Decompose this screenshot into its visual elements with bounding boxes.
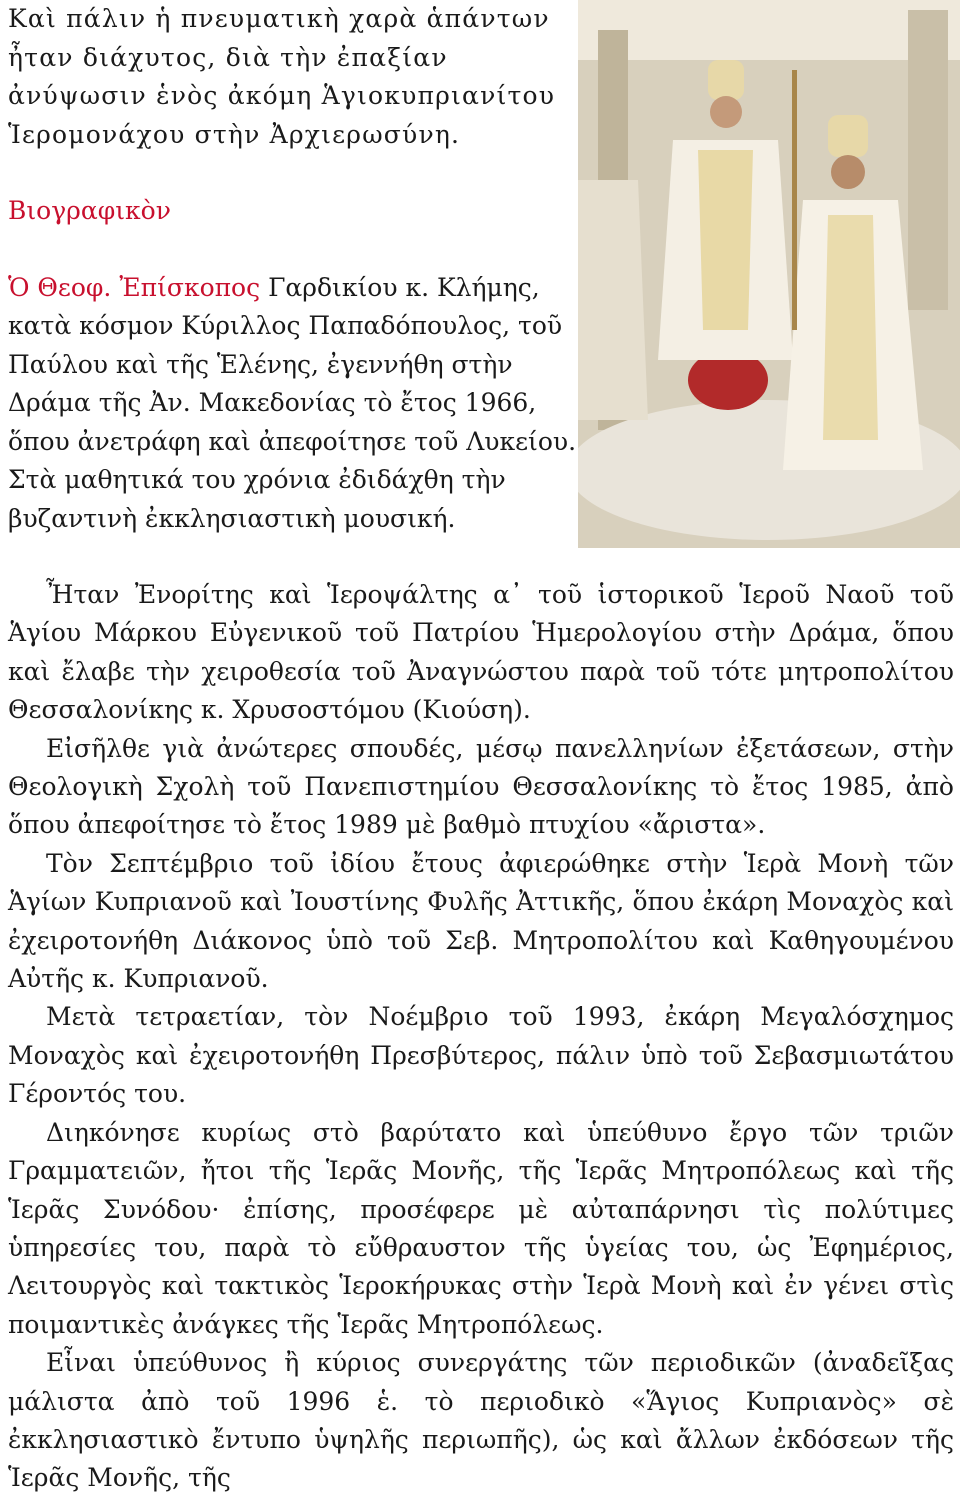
intro-column [8,0,578,538]
bio-lead-highlight: Ὁ Θεοφ. Ἐπίσκοπος [8,272,261,302]
section-heading: Βιογραφικὸν [8,196,171,225]
bio-lead-paragraph [8,269,578,539]
bio-lead-text: Γαρδικίου κ. Κλήμης, κατὰ κόσμον Κύριλλος Παπαδόπουλος, τοῦ Παύλου καὶ τῆς Ἑλένης, ἐγεννήθη στὴν Δράμα τῆς Ἀν. Μακεδονίας τὸ ἔτος 1966, ὅπου ἀνετράφη καὶ ἀπεφοίτησε τοῦ Λυκείου. Στὰ μαθητικά του χρόνια ἐδιδάχθη τὴν βυζαντινὴ ἐκκλησιαστικὴ μουσική. [8,272,577,533]
paragraph-6: Εἶναι ὑπεύθυνος ἢ κύριος συνεργάτης τῶν περιοδικῶν (ἀναδεῖξας μάλιστα ἀπὸ τοῦ 1996 ἑ. τὸ περιοδικὸ «Ἅγιος Κυπριανὸς» σὲ ἐκκλησιαστικὸ ἔντυπο ὑψηλῆς περιωπῆς), ὡς καὶ ἄλλων ἐκδόσεων τῆς Ἱερᾶς Μονῆς, τῆς [8,1348,954,1493]
body-text [8,576,954,1498]
paragraph-3: Τὸν Σεπτέμβριο τοῦ ἰδίου ἔτους ἀφιερώθηκε στὴν Ἱερὰ Μονὴ τῶν Ἁγίων Κυπριανοῦ καὶ Ἰουστίνης Φυλῆς Ἀττικῆς, ὅπου ἐκάρη Μοναχὸς καὶ ἐχειροτονήθη Διάκονος ὑπὸ τοῦ Σεβ. Μητροπολίτου καὶ Καθηγουμένου Αὐτῆς κ. Κυπριανοῦ. [8,848,954,994]
ordination-photo [578,0,960,548]
paragraph-4: Μετὰ τετραετίαν, τὸν Νοέμβριο τοῦ 1993, ἐκάρη Μεγαλόσχημος Μοναχὸς καὶ ἐχειροτονήθη Πρεσβύτερος, πάλιν ὑπὸ τοῦ Σεβασμιωτάτου Γέροντός του. [8,1002,954,1109]
intro-paragraph: Καὶ πάλιν ἡ πνευματικὴ χαρὰ ἁπάντων ἦταν διάχυτος, διὰ τὴν ἐπαξίαν ἀνύψωσιν ἑνὸς ἀκόμη Ἁγιοκυπριανίτου Ἱερομονάχου στὴν Ἀρχιερωσύνη. [8,4,556,149]
paragraph-2: Εἰσῆλθε γιὰ ἀνώτερες σπουδές, μέσῳ πανελληνίων ἐξετάσεων, στὴν Θεολογικὴ Σχολὴ τοῦ Πανεπιστημίου Θεσσαλονίκης τὸ ἔτος 1985, ἀπὸ ὅπου ἀπεφοίτησε τὸ ἔτος 1989 μὲ βαθμὸ πτυχίου «ἄριστα». [8,733,954,840]
paragraph-5: Διηκόνησε κυρίως στὸ βαρύτατο καὶ ὑπεύθυνο ἔργο τῶν τριῶν Γραμματειῶν, ἤτοι τῆς Ἱερᾶς Μονῆς, τῆς Ἱερᾶς Μητροπόλεως καὶ τῆς Ἱερᾶς Συνόδου· ἐπίσης, προσέφερε μὲ αὐταπάρνησι τὶς πολύτιμες ὑπηρεσίες του, παρὰ τὸ εὔθραυστον τῆς ὑγείας του, ὡς Ἐφημέριος, Λειτουργὸς καὶ τακτικὸς Ἱεροκήρυκας στὴν Ἱερὰ Μονὴ καὶ ἐν γένει στὶς ποιμαντικὲς ἀνάγκες τῆς Ἱερᾶς Μητροπόλεως. [8,1117,954,1339]
paragraph-1: Ἦταν Ἐνορίτης καὶ Ἱεροψάλτης α᾽ τοῦ ἱστορικοῦ Ἱεροῦ Ναοῦ τοῦ Ἁγίου Μάρκου Εὐγενικοῦ τοῦ Πατρίου Ἡμερολογίου στὴν Δράμα, ὅπου καὶ ἔλαβε τὴν χειροθεσία τοῦ Ἀναγνώστου παρὰ τοῦ τότε μητροπολίτου Θεσσαλονίκης κ. Χρυσοστόμου (Κιούση). [8,580,954,725]
